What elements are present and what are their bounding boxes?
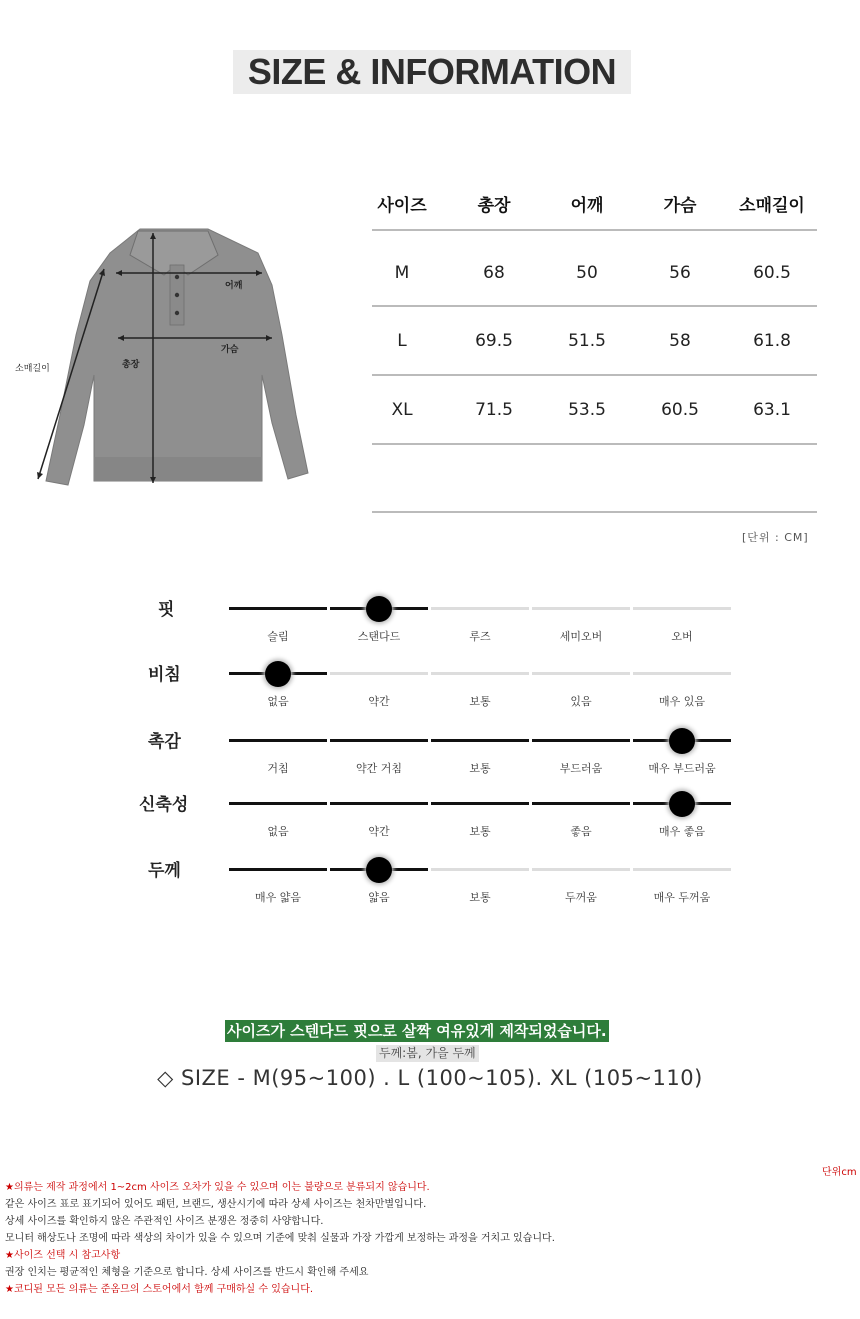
scale-option-label: 약간 bbox=[368, 695, 390, 708]
table-row-rule bbox=[372, 374, 817, 376]
scale-option-label: 매우 있음 bbox=[658, 695, 705, 708]
table-cell: XL bbox=[391, 400, 413, 420]
table-cell: 61.8 bbox=[753, 331, 791, 351]
table-cell: 71.5 bbox=[475, 400, 513, 420]
scale-segment bbox=[229, 607, 327, 610]
scale-segment bbox=[633, 868, 731, 871]
table-cell: M bbox=[394, 263, 410, 283]
scale-segment bbox=[330, 672, 428, 675]
scale-option-label: 보통 bbox=[469, 891, 491, 904]
scale-title: 두께 bbox=[148, 861, 181, 881]
scale-segment bbox=[532, 672, 630, 675]
scale-segment bbox=[532, 868, 630, 871]
scale-segment bbox=[633, 607, 731, 610]
scale-title: 신축성 bbox=[139, 795, 189, 815]
scale-marker bbox=[366, 857, 392, 883]
table-cell: 60.5 bbox=[753, 263, 791, 283]
scale-segment bbox=[431, 672, 529, 675]
thickness-note: 두께:봄, 가을 두께 bbox=[376, 1045, 479, 1062]
note-line: 상세 사이즈를 확인하지 않은 주관적인 사이즈 분쟁은 정중히 사양합니다. bbox=[5, 1216, 324, 1227]
size-range: ◇ SIZE - M(95~100) . L (100~105). XL (105~110) bbox=[157, 1066, 703, 1090]
table-header-rule bbox=[372, 229, 817, 231]
scale-segment bbox=[532, 739, 630, 742]
scale-option-label: 매우 좋음 bbox=[658, 825, 705, 838]
table-cell: 50 bbox=[576, 263, 598, 283]
scale-option-label: 얇음 bbox=[368, 891, 390, 904]
scale-segment bbox=[330, 739, 428, 742]
scale-option-label: 거침 bbox=[267, 762, 289, 775]
chest-label: 가슴 bbox=[221, 345, 239, 355]
note-line: ★코디된 모든 의류는 준옴므의 스토어에서 함께 구매하실 수 있습니다. bbox=[5, 1284, 314, 1295]
scale-marker bbox=[669, 728, 695, 754]
scale-segment bbox=[431, 868, 529, 871]
note-line: 권장 인치는 평균적인 체형을 기준으로 합니다. 상세 사이즈를 반드시 확인해 주세요 bbox=[5, 1267, 369, 1278]
table-cell: 63.1 bbox=[753, 400, 791, 420]
table-header-cell: 총장 bbox=[477, 196, 511, 216]
table-header-cell: 사이즈 bbox=[377, 196, 427, 216]
table-cell: 60.5 bbox=[661, 400, 699, 420]
scale-segment bbox=[229, 739, 327, 742]
sweater-image bbox=[10, 225, 310, 495]
unit-note: [단위 : CM] bbox=[742, 531, 809, 544]
fit-highlight: 사이즈가 스텐다드 핏으로 살짝 여유있게 제작되었습니다. bbox=[227, 1022, 607, 1040]
length-label: 총장 bbox=[122, 360, 140, 370]
scale-option-label: 매우 얇음 bbox=[254, 891, 301, 904]
scale-option-label: 있음 bbox=[570, 695, 592, 708]
scale-option-label: 좋음 bbox=[570, 825, 592, 838]
scale-segment bbox=[532, 802, 630, 805]
table-cell: 53.5 bbox=[568, 400, 606, 420]
scale-marker bbox=[265, 661, 291, 687]
scale-option-label: 루즈 bbox=[469, 630, 491, 643]
table-header-cell: 소매길이 bbox=[739, 196, 805, 216]
scale-segment bbox=[431, 607, 529, 610]
note-line: 같은 사이즈 표로 표기되어 있어도 패턴, 브랜드, 생산시기에 따라 상세 사이즈는 천차만별입니다. bbox=[5, 1199, 427, 1210]
scale-option-label: 부드러움 bbox=[559, 762, 603, 775]
note-line: 모니터 해상도나 조명에 따라 색상의 차이가 있을 수 있으며 기준에 맞춰 실물과 가장 가깝게 보정하는 과정을 거치고 있습니다. bbox=[5, 1233, 555, 1244]
table-cell: L bbox=[397, 331, 407, 351]
scale-option-label: 보통 bbox=[469, 762, 491, 775]
scale-option-label: 슬림 bbox=[267, 630, 289, 643]
scale-option-label: 매우 부드러움 bbox=[648, 762, 716, 775]
table-row-rule bbox=[372, 443, 817, 445]
title-background bbox=[233, 50, 631, 94]
scale-option-label: 매우 두꺼움 bbox=[653, 891, 711, 904]
table-cell: 68 bbox=[483, 263, 505, 283]
scale-segment bbox=[431, 739, 529, 742]
scale-option-label: 두꺼움 bbox=[565, 891, 597, 904]
scale-option-label: 오버 bbox=[671, 630, 693, 643]
table-row-rule bbox=[372, 305, 817, 307]
scale-marker bbox=[669, 791, 695, 817]
table-cell: 58 bbox=[669, 331, 691, 351]
scale-option-label: 없음 bbox=[267, 695, 289, 708]
table-cell: 56 bbox=[669, 263, 691, 283]
scale-segment bbox=[229, 868, 327, 871]
table-header-cell: 어깨 bbox=[570, 196, 604, 216]
table-cell: 69.5 bbox=[475, 331, 513, 351]
scale-title: 비침 bbox=[148, 665, 181, 685]
scale-segment bbox=[532, 607, 630, 610]
scale-marker bbox=[366, 596, 392, 622]
scale-option-label: 보통 bbox=[469, 825, 491, 838]
scale-segment bbox=[330, 802, 428, 805]
scale-option-label: 없음 bbox=[267, 825, 289, 838]
table-header-cell: 가슴 bbox=[663, 196, 697, 216]
scale-segment bbox=[633, 672, 731, 675]
scale-segment bbox=[229, 802, 327, 805]
scale-title: 핏 bbox=[158, 600, 175, 620]
shoulder-label: 어깨 bbox=[225, 281, 243, 291]
garment-illustration bbox=[10, 225, 310, 495]
note-line: ★의류는 제작 과정에서 1~2cm 사이즈 오차가 있을 수 있으며 이는 불량으로 분류되지 않습니다. bbox=[5, 1182, 430, 1193]
unit-cm: 단위cm bbox=[822, 1167, 857, 1178]
note-line: ★사이즈 선택 시 참고사항 bbox=[5, 1250, 121, 1261]
scale-title: 촉감 bbox=[148, 732, 181, 752]
sleeve-label: 소매길이 bbox=[15, 364, 50, 374]
scale-option-label: 세미오버 bbox=[559, 630, 603, 643]
page-title: SIZE & INFORMATION bbox=[247, 51, 617, 92]
table-cell: 51.5 bbox=[568, 331, 606, 351]
scale-segment bbox=[431, 802, 529, 805]
scale-option-label: 스탠다드 bbox=[357, 630, 401, 643]
table-row-rule bbox=[372, 511, 817, 513]
scale-option-label: 보통 bbox=[469, 695, 491, 708]
scale-option-label: 약간 거침 bbox=[355, 762, 402, 775]
scale-option-label: 약간 bbox=[368, 825, 390, 838]
